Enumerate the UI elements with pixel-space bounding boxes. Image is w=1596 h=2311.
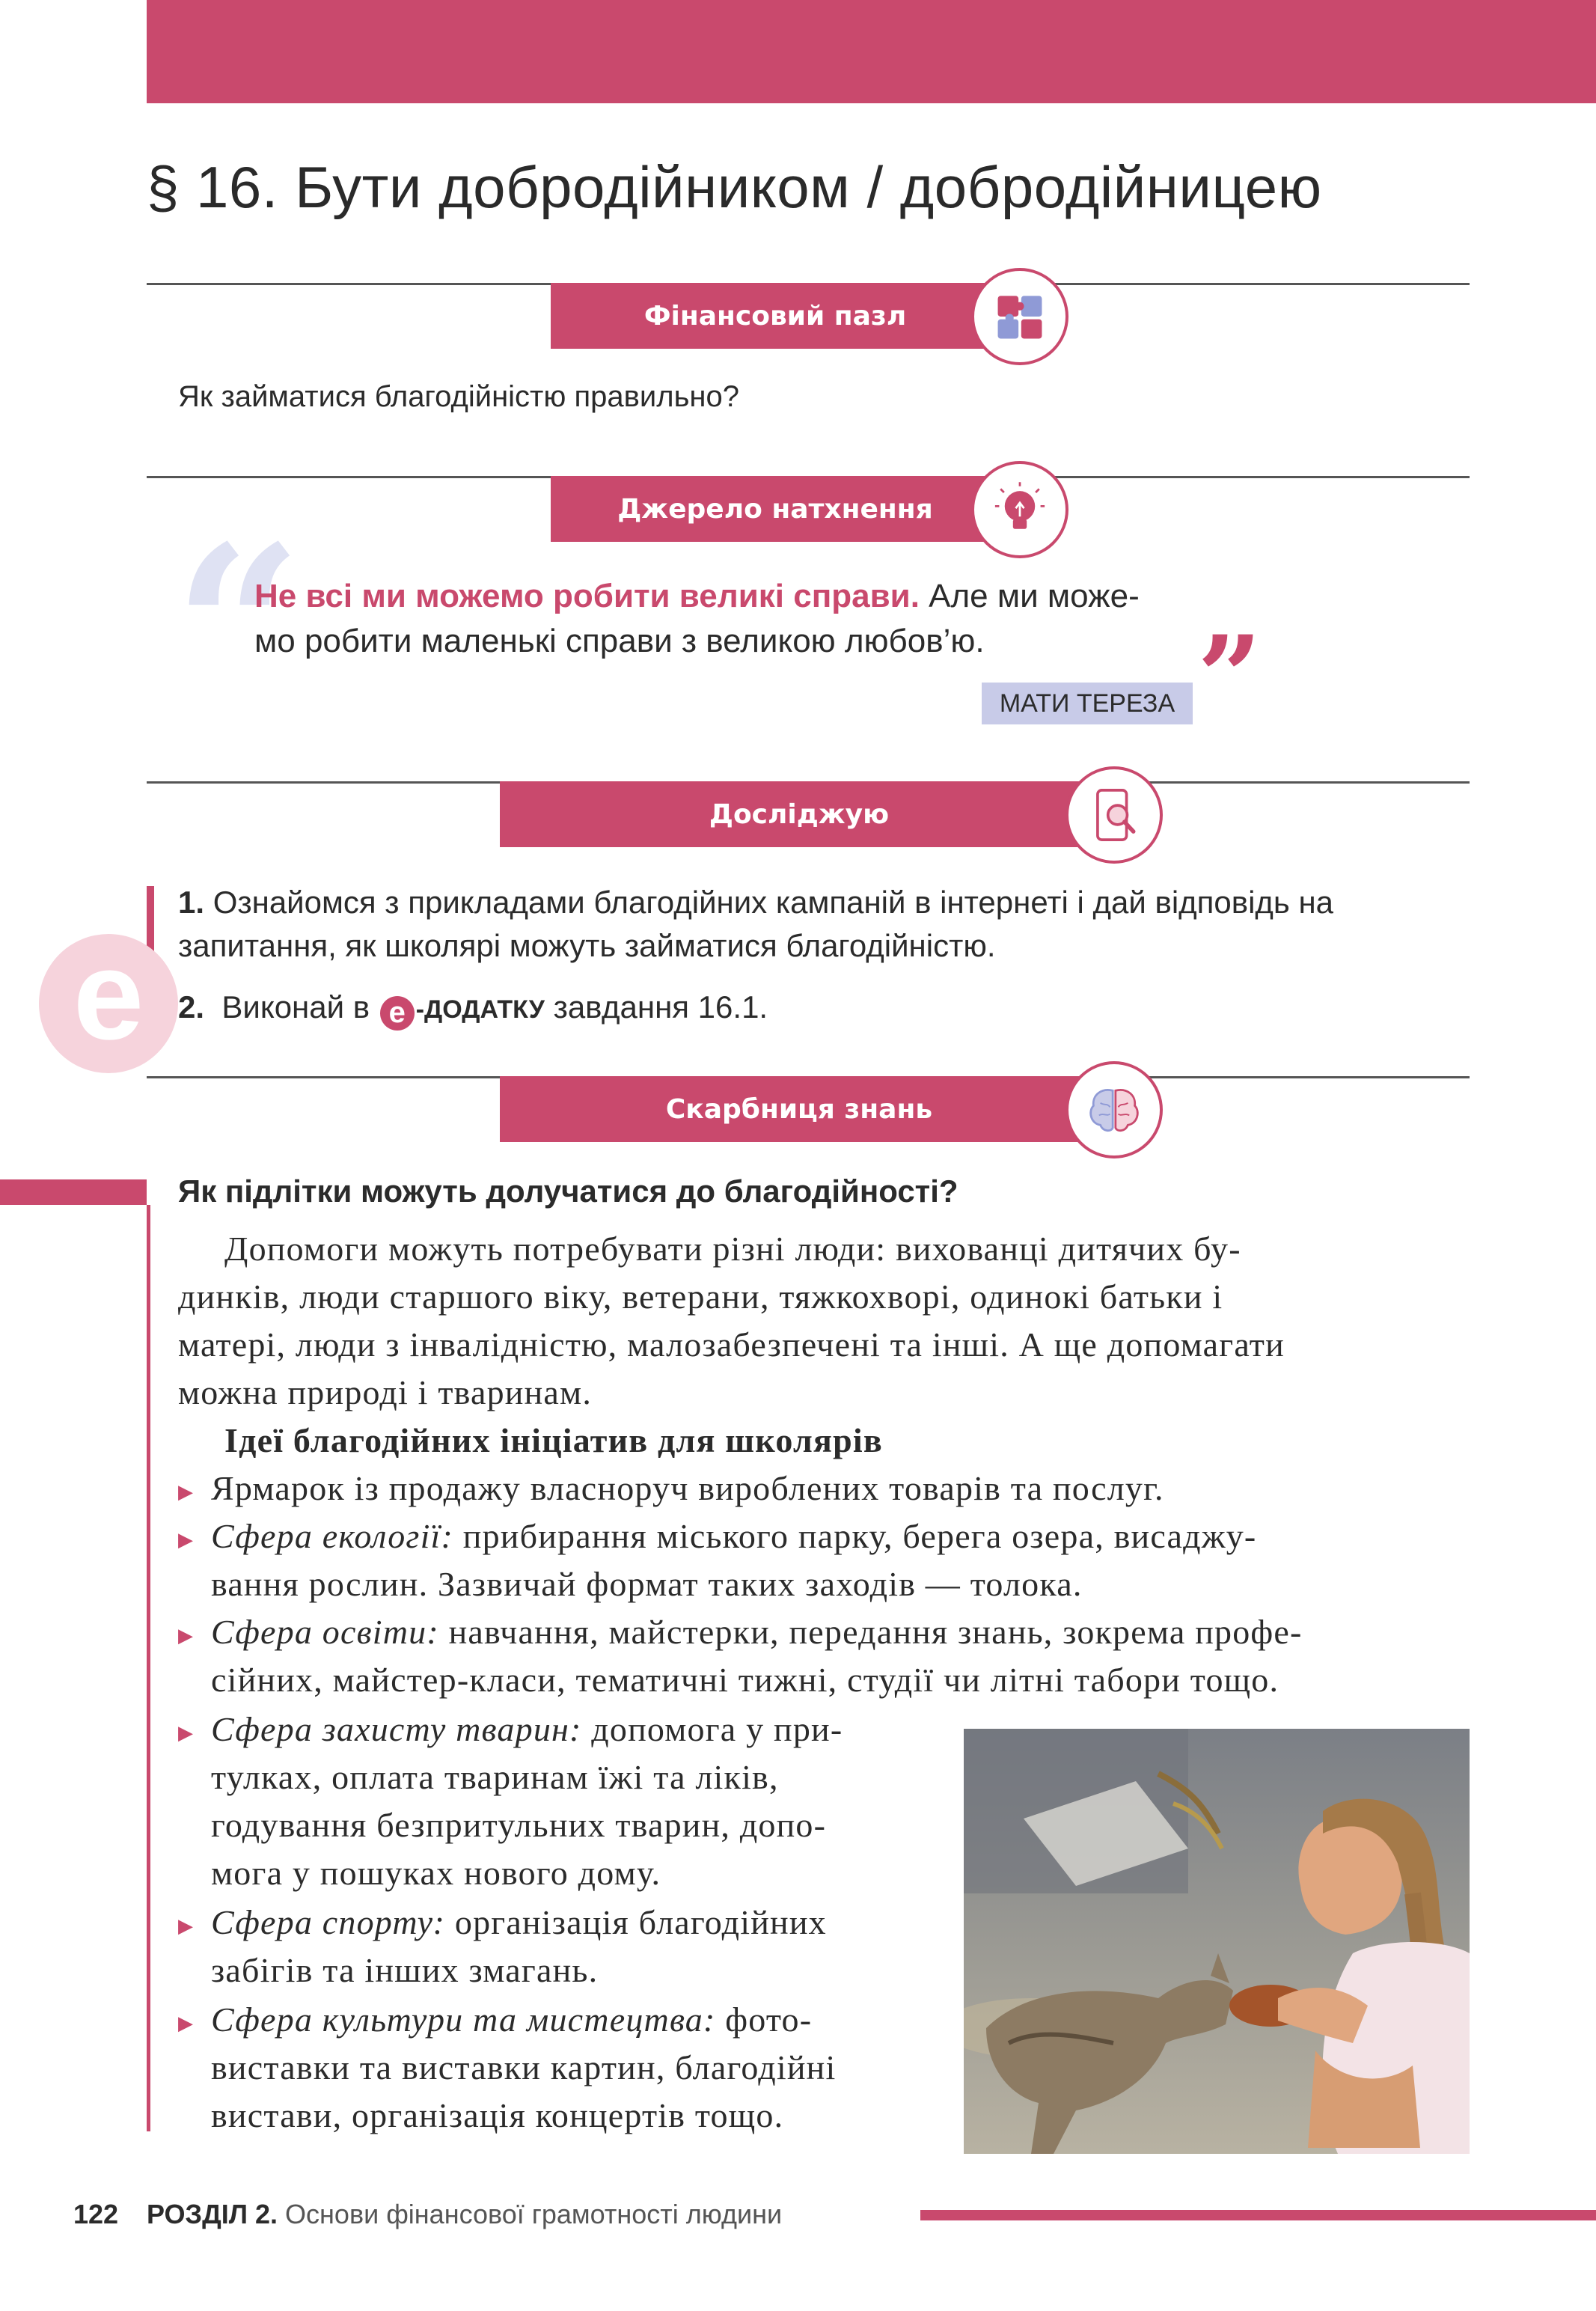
quote-line-1: Не всі ми можемо робити великі справи. Але ми може- xyxy=(254,578,1140,614)
quote-line-2: мо робити маленькі справи з великою любов’ю. xyxy=(254,623,985,659)
idea-item-animals: Сфера захисту тварин: допомога у при- xyxy=(211,1710,843,1748)
puzzle-icon xyxy=(971,268,1068,365)
content-accent-line xyxy=(147,1205,150,2131)
paragraph-line: Допомоги можуть потребувати різні люди: вихованці дитячих бу- xyxy=(224,1230,1241,1268)
idea-item-sport: Сфера спорту: організація благодійних xyxy=(211,1903,827,1941)
idea-item-culture-cont: вистави, організація концертів тощо. xyxy=(211,2096,784,2134)
paragraph-line: динків, люди старшого віку, ветерани, тяжкохворі, одинокі батьки і xyxy=(178,1277,1223,1316)
bullet-arrow-icon: ▶ xyxy=(178,1480,193,1503)
idea-item-culture-cont: виставки та виставки картин, благодійні xyxy=(211,2048,837,2086)
idea-item-ecology-cont: вання рослин. Зазвичай формат таких заходів — толока. xyxy=(211,1565,1083,1603)
idea-item-education: Сфера освіти: навчання, майстерки, передання знань, зокрема профе- xyxy=(211,1613,1303,1651)
e-logo-icon: e xyxy=(39,934,178,1073)
idea-item-animals-cont: тулках, оплата тваринам їжі та ліків, xyxy=(211,1758,779,1796)
brain-icon xyxy=(1065,1061,1163,1158)
header-bar xyxy=(147,0,1596,103)
idea-item-animals-cont: мога у пошуках нового дому. xyxy=(211,1854,661,1892)
knowledge-question: Як підлітки можуть долучатися до благодійності? xyxy=(178,1173,958,1209)
task-2: 2. Виконай в e -ДОДАТКУ завдання 16.1. xyxy=(178,989,768,1029)
task-1-line-1: 1. Ознайомся з прикладами благодійних кампаній в інтернеті і дай відповідь на xyxy=(178,885,1334,920)
bullet-arrow-icon: ▶ xyxy=(178,1721,193,1744)
subsection-accent-bar xyxy=(0,1179,147,1205)
page-title: § 16. Бути добродійником / добродійницею xyxy=(147,154,1322,220)
idea-item-animals-cont: годування безпритульних тварин, допо- xyxy=(211,1806,827,1844)
page-number: 122 xyxy=(73,2199,119,2229)
section-label-research: Досліджую xyxy=(500,781,1098,847)
quote-author: МАТИ ТЕРЕЗА xyxy=(982,683,1193,724)
photo-girl-feeding-cat xyxy=(964,1729,1470,2154)
footer-section: РОЗДІЛ 2. Основи фінансової грамотності людини xyxy=(147,2199,783,2229)
bullet-arrow-icon: ▶ xyxy=(178,2012,193,2034)
section-label-inspiration: Джерело натхнення xyxy=(551,476,1000,542)
paragraph-line: матері, люди з інвалідністю, малозабезпечені та інші. А ще допомагати xyxy=(178,1325,1285,1364)
idea-item-ecology: Сфера екології: прибирання міського парку, берега озера, висаджу- xyxy=(211,1517,1257,1555)
puzzle-question: Як займатися благодійністю правильно? xyxy=(178,380,739,413)
idea-item-sport-cont: забігів та інших змагань. xyxy=(211,1951,599,1989)
idea-item-fair: Ярмарок із продажу власноруч вироблених товарів та послуг. xyxy=(211,1469,1164,1507)
ideas-heading: Ідеї благодійних ініціатив для школярів xyxy=(224,1421,883,1459)
footer-bar xyxy=(920,2210,1596,2220)
bullet-arrow-icon: ▶ xyxy=(178,1624,193,1646)
e-addon-icon: e xyxy=(380,996,415,1031)
lightbulb-icon xyxy=(971,461,1068,558)
section-label-puzzle: Фінансовий пазл xyxy=(551,283,1000,349)
phone-search-icon xyxy=(1065,766,1163,864)
section-label-knowledge: Скарбниця знань xyxy=(500,1076,1098,1142)
bullet-arrow-icon: ▶ xyxy=(178,1914,193,1937)
open-quote-icon: “ xyxy=(174,496,303,760)
e-addon-link[interactable]: -ДОДАТКУ xyxy=(415,995,545,1024)
bullet-arrow-icon: ▶ xyxy=(178,1528,193,1551)
close-quote-icon: ” xyxy=(1197,611,1262,743)
idea-item-education-cont: сійних, майстер-класи, тематичні тижні, студії чи літні табори тощо. xyxy=(211,1661,1279,1699)
task-1-line-2: запитання, як школярі можуть займатися благодійністю. xyxy=(178,928,996,963)
paragraph-line: можна природі і тваринам. xyxy=(178,1373,593,1411)
idea-item-culture: Сфера культури та мистецтва: фото- xyxy=(211,2000,813,2039)
